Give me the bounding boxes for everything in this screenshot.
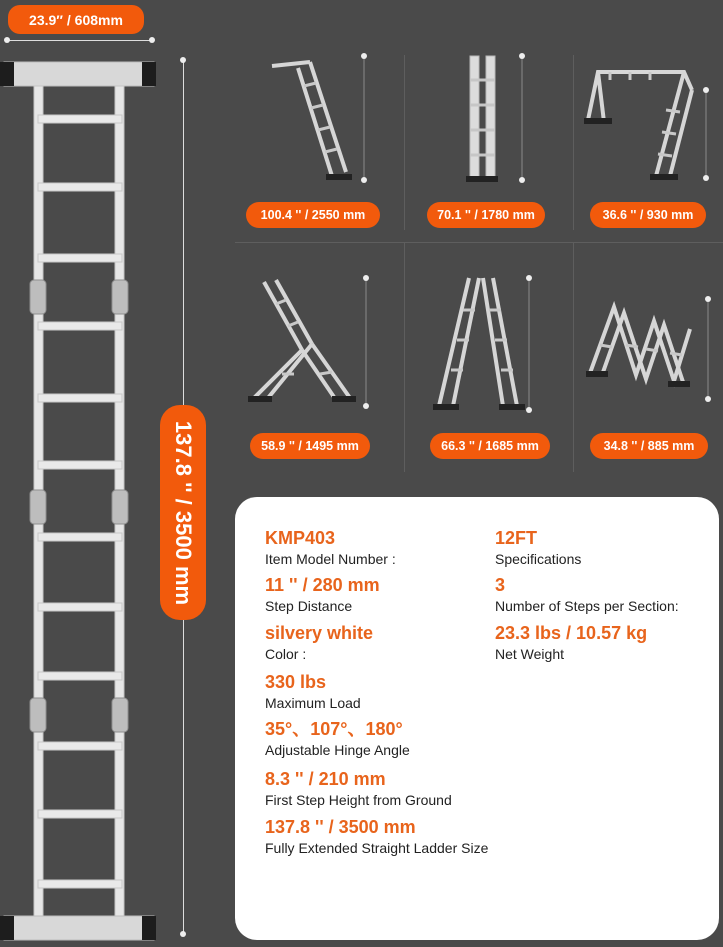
wall-ladder-config-image	[240, 270, 380, 415]
spec-label: Fully Extended Straight Ladder Size	[265, 840, 489, 856]
grid-divider	[404, 55, 405, 230]
spec-label: Maximum Load	[265, 695, 361, 711]
spec-label: Step Distance	[265, 598, 353, 614]
spec-label: Specifications	[495, 551, 582, 567]
config-size-badge: 66.3 '' / 1685 mm	[430, 433, 550, 459]
dimension-dot	[4, 37, 10, 43]
dimension-dot	[180, 57, 186, 63]
zigzag-config-image	[580, 295, 720, 405]
height-dimension-badge: 137.8 '' / 3500 mm	[160, 405, 206, 620]
spec-specifications	[495, 528, 581, 568]
spec-label: Item Model Number :	[265, 551, 396, 567]
spec-value: 35°、107°、180°	[265, 719, 403, 739]
extension-ladder-config-image	[260, 50, 380, 188]
spec-color	[265, 623, 373, 663]
spec-label: Net Weight	[495, 646, 564, 662]
spec-steps-per-section	[495, 575, 679, 615]
specifications-card	[235, 497, 719, 940]
spec-label: Number of Steps per Section:	[495, 598, 679, 614]
config-size-badge: 34.8 '' / 885 mm	[590, 433, 708, 459]
width-dimension-line	[6, 40, 153, 41]
config-size-badge: 70.1 '' / 1780 mm	[427, 202, 545, 228]
a-frame-config-image	[425, 270, 545, 415]
spec-value: 12FT	[495, 528, 538, 548]
config-size-badge: 36.6 '' / 930 mm	[590, 202, 706, 228]
grid-divider	[573, 242, 574, 472]
extended-ladder-image	[0, 58, 160, 943]
grid-divider	[573, 55, 574, 230]
grid-divider	[235, 242, 723, 243]
spec-label: First Step Height from Ground	[265, 792, 452, 808]
scaffold-config-image	[580, 50, 720, 188]
config-size-badge: 100.4 '' / 2550 mm	[246, 202, 380, 228]
spec-value: 8.3 '' / 210 mm	[265, 769, 386, 789]
spec-step-distance	[265, 575, 380, 615]
spec-value: 330 lbs	[265, 672, 327, 692]
spec-extended-size	[265, 817, 488, 857]
spec-value: KMP403	[265, 528, 336, 548]
spec-hinge-angle	[265, 719, 410, 759]
grid-divider	[404, 242, 405, 472]
spec-maximum-load	[265, 672, 361, 712]
spec-value: 3	[495, 575, 506, 595]
dimension-dot	[149, 37, 155, 43]
spec-value: 23.3 lbs / 10.57 kg	[495, 623, 648, 643]
spec-model-number	[265, 528, 396, 568]
dimension-dot	[180, 931, 186, 937]
folded-ladder-config-image	[440, 50, 550, 188]
spec-net-weight	[495, 623, 647, 663]
spec-label: Adjustable Hinge Angle	[265, 742, 410, 758]
spec-label: Color :	[265, 646, 307, 662]
config-size-badge: 58.9 '' / 1495 mm	[250, 433, 370, 459]
spec-value: silvery white	[265, 623, 374, 643]
spec-value: 11 '' / 280 mm	[265, 575, 380, 595]
spec-first-step-height	[265, 769, 452, 809]
spec-value: 137.8 '' / 3500 mm	[265, 817, 416, 837]
width-dimension-badge: 23.9″ / 608mm	[8, 5, 144, 34]
